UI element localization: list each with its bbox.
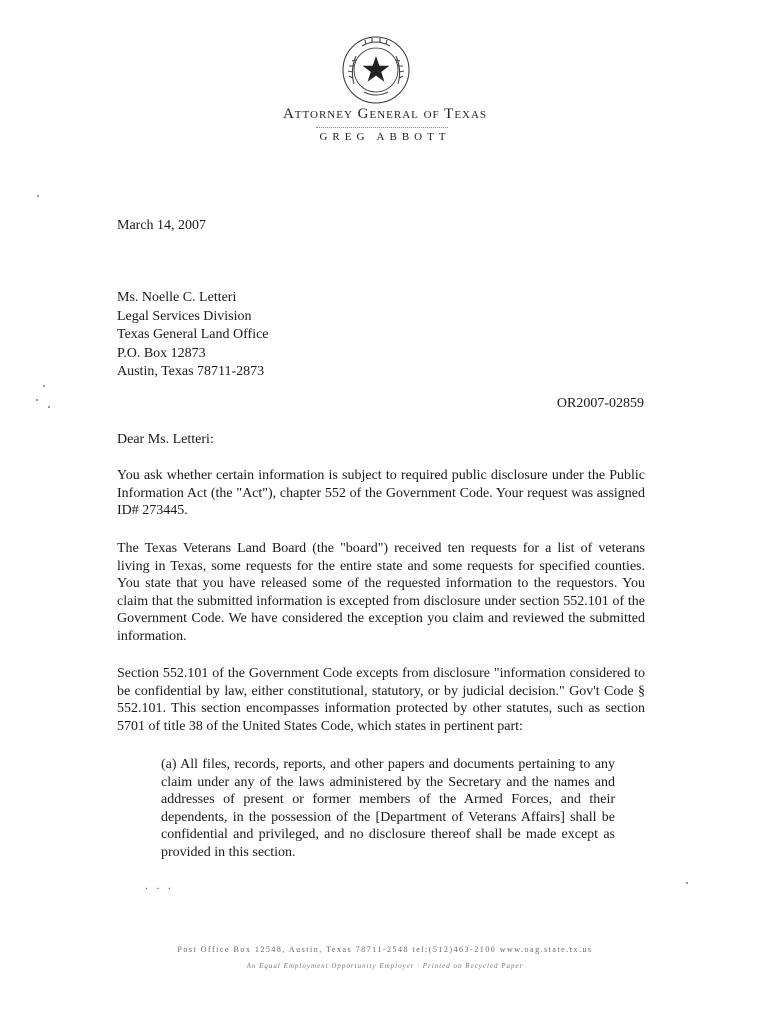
letter-date: March 14, 2007 [117, 218, 207, 233]
body-paragraph: You ask whether certain information is subject to required public disclosure under the Public Information Act (the "Act"), chapter 552 of the Government Code. Your request was assigned ID# 273445. [117, 468, 645, 518]
footer-address: Post Office Box 12548, Austin, Texas 78711-2548 tel:(512)463-2100 www.oag.state.tx.us [177, 945, 593, 954]
texas-seal-icon [340, 34, 412, 106]
scan-speck [36, 399, 38, 401]
salutation: Dear Ms. Letteri: [117, 432, 214, 447]
body-paragraph: The Texas Veterans Land Board (the "board") received ten requests for a list of veterans living in Texas, some requests for the entire state and some requests for specified counties. You state that you have released some of the requested information to the requestors. You claim that the submitted information is excepted from disclosure under section 552.101 of the Government Code. We have considered the exception you claim and reviewed the submitted information. [117, 541, 645, 644]
recipient-office: Texas General Land Office [117, 327, 269, 342]
footer-tagline: An Equal Employment Opportunity Employer · Printed on Recycled Paper [246, 962, 524, 970]
letterhead-title: Attorney General of Texas [282, 106, 488, 122]
scan-speck [43, 385, 45, 387]
recipient-city: Austin, Texas 78711-2873 [117, 364, 265, 379]
recipient-name: Ms. Noelle C. Letteri [117, 290, 237, 305]
quote-ellipsis: . . . [145, 880, 174, 892]
recipient-po-box: P.O. Box 12873 [117, 345, 206, 361]
scan-speck [37, 195, 39, 197]
recipient-address [117, 289, 269, 382]
statute-quote: (a) All files, records, reports, and other papers and documents pertaining to any claim under any of the laws administered by the Secretary and the names and addresses of present or former members of the Armed Forces, and their dependents, in the possession of the [Department of Veterans Affairs] shall be confidential and privileged, and no disclosure thereof shall be made except as provided in this section. [161, 757, 615, 860]
scan-speck [686, 882, 688, 884]
body-paragraph: Section 552.101 of the Government Code excepts from disclosure "information considered to be confidential by law, either constitutional, statutory, or by judicial decision." Gov't Code § 552.101. This section encompasses information protected by other statutes, such as section 5701 of title 38 of the United States Code, which states in pertinent part: [117, 666, 645, 734]
letterhead-divider [316, 127, 448, 128]
letterhead-name: GREG ABBOTT [319, 131, 451, 143]
recipient-division: Legal Services Division [117, 308, 252, 324]
reference-number: OR2007-02859 [556, 396, 644, 411]
scan-speck [48, 406, 50, 408]
